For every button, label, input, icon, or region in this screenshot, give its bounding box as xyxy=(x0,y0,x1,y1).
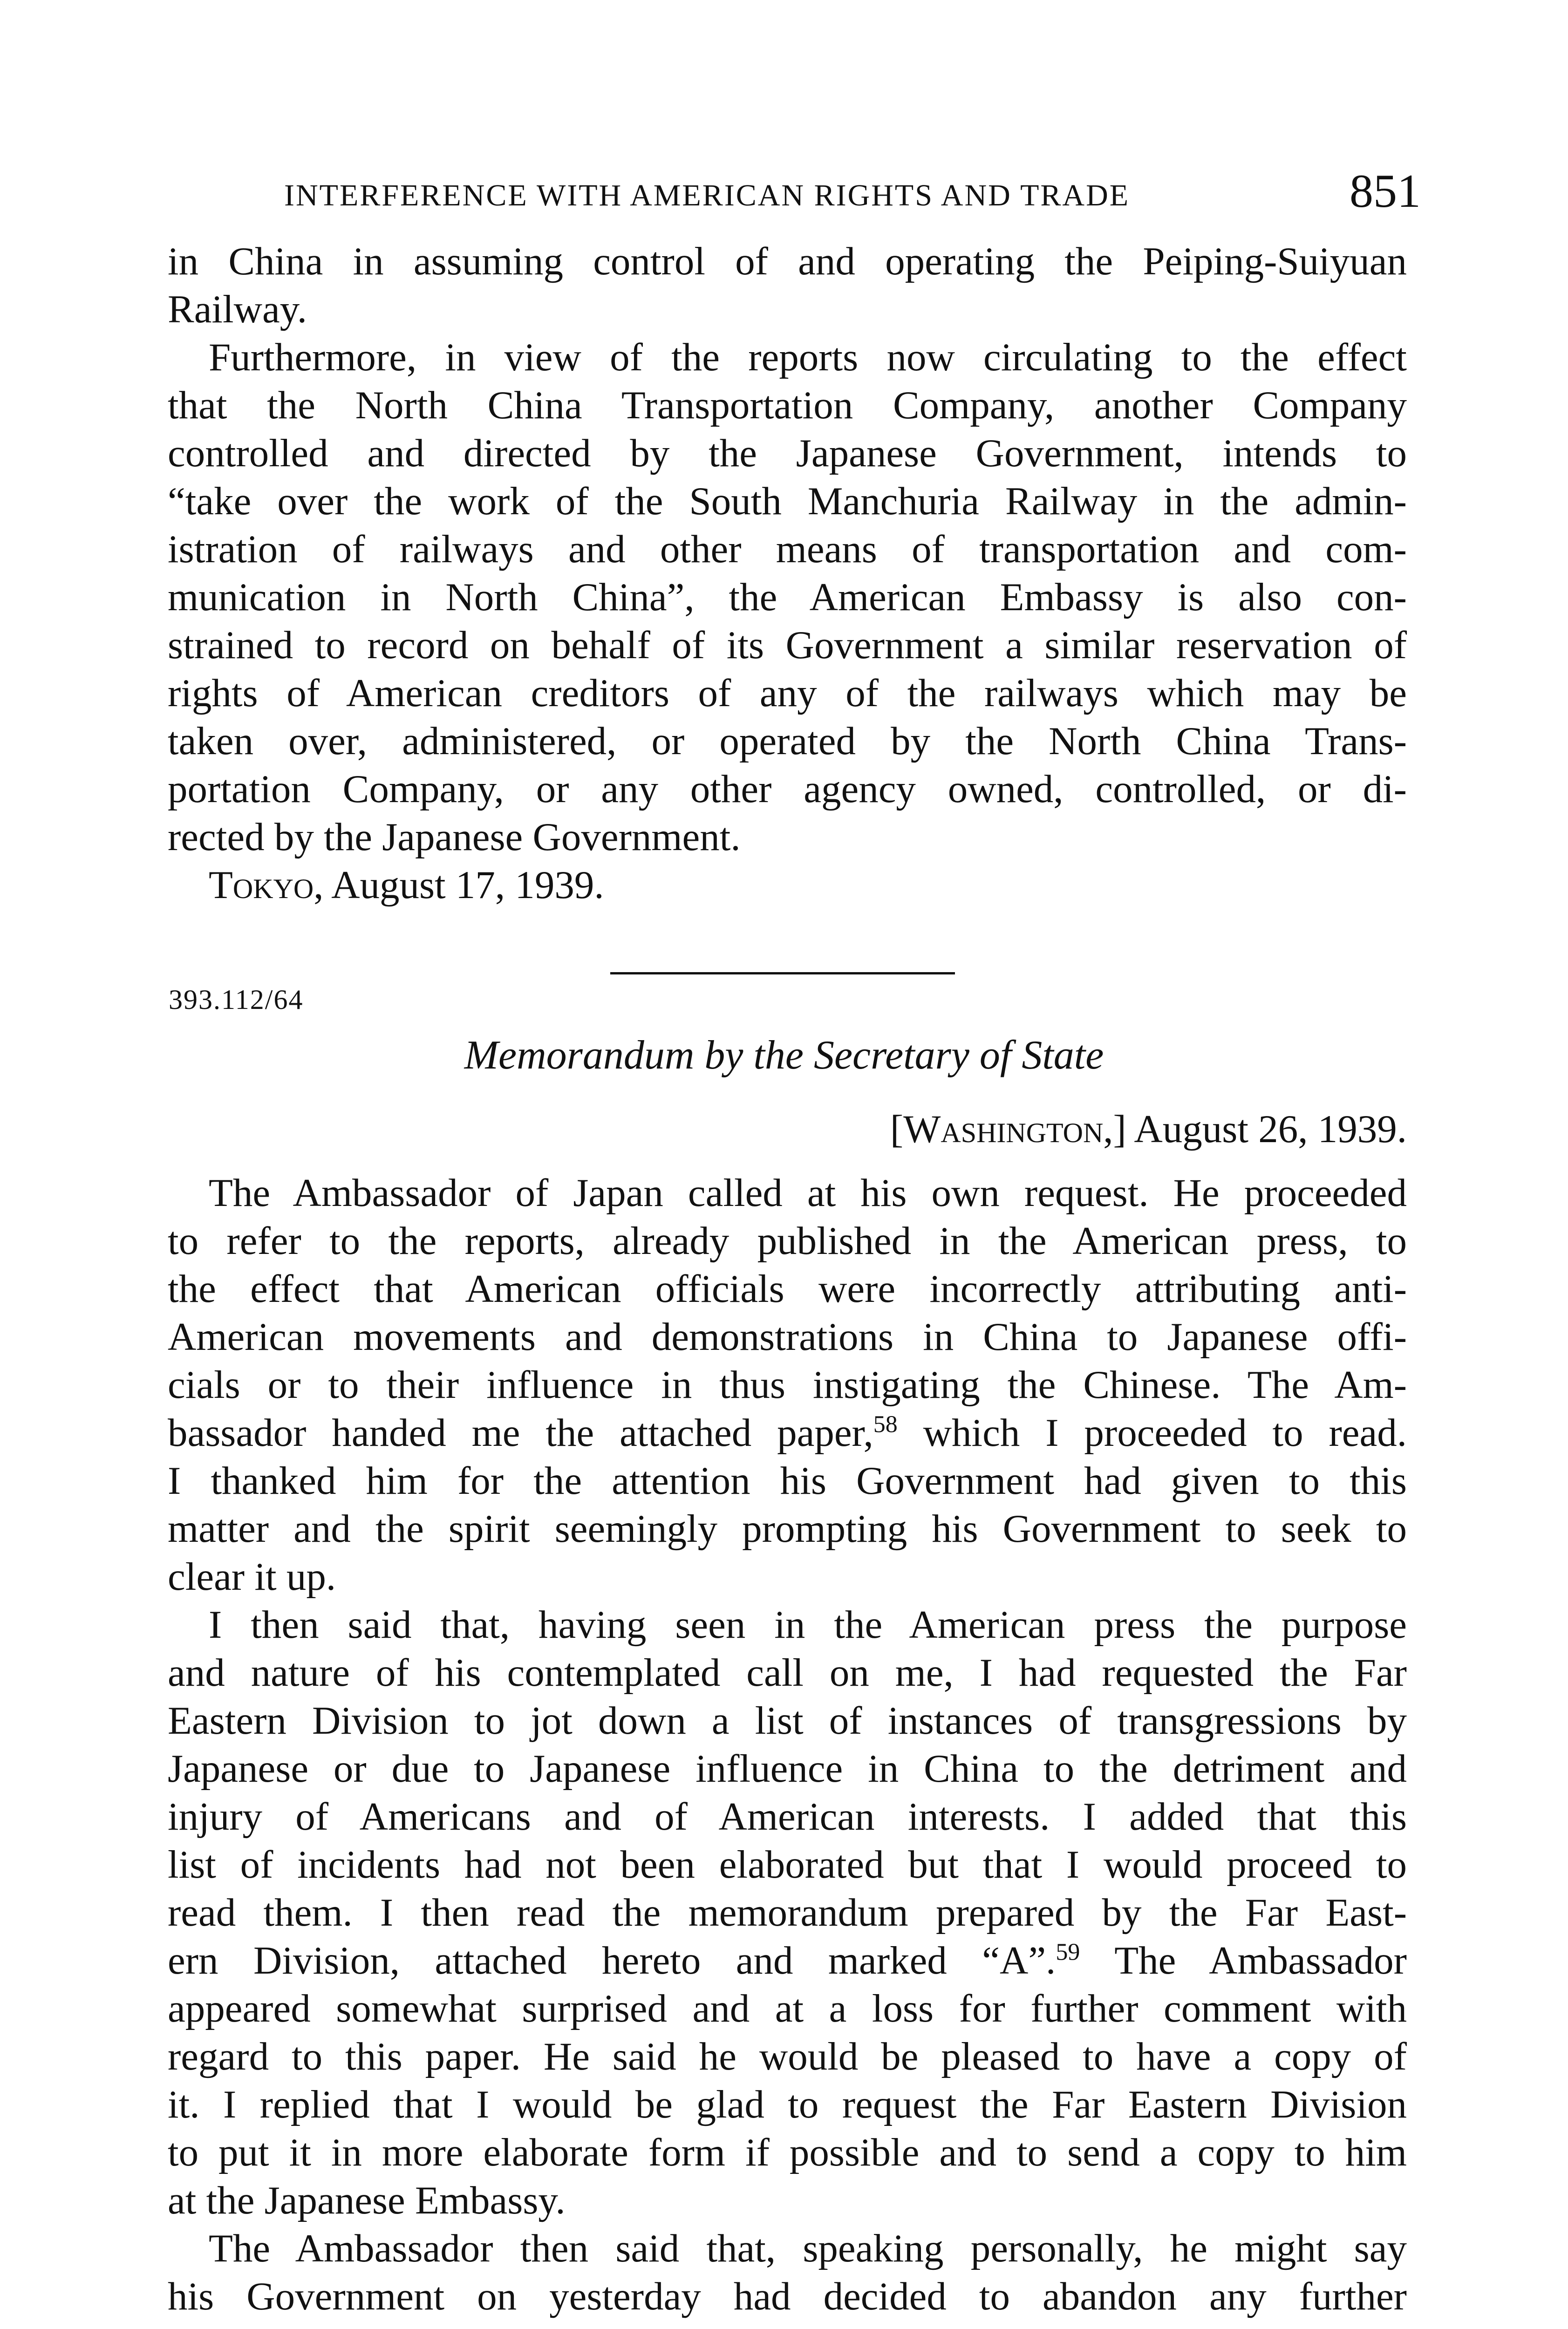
text-line: “take over the work of the South Manchuria Railway in the admin- xyxy=(168,479,1407,523)
text-line: it. I replied that I would be glad to request the Far Eastern Division xyxy=(168,2083,1407,2126)
text-line: his Government on yesterday had decided to abandon any further xyxy=(168,2275,1407,2318)
signature-line xyxy=(168,861,1407,909)
text-line: regard to this paper. He said he would be pleased to have a copy of xyxy=(168,2035,1407,2078)
text-line: appeared somewhat surprised and at a loss for further comment with xyxy=(168,1987,1407,2030)
memo-dateline xyxy=(890,1106,1407,1152)
page-number: 851 xyxy=(1350,165,1421,218)
place-name: Tokyo, xyxy=(209,863,324,907)
text-line: istration of railways and other means of transportation and com- xyxy=(168,527,1407,571)
text-segment: The Ambassador xyxy=(1080,1939,1407,1982)
text-line: I then said that, having seen in the American press the purpose xyxy=(209,1603,1407,1647)
text-line: rights of American creditors of any of the railways which may be xyxy=(168,671,1407,715)
text-line: to put it in more elaborate form if possible and to send a copy to him xyxy=(168,2131,1407,2174)
memo-body xyxy=(168,1169,1407,2321)
text-line: The Ambassador then said that, speaking personally, he might say xyxy=(209,2227,1407,2270)
text-line: Japanese or due to Japanese influence in China to the detriment and xyxy=(168,1747,1407,1791)
text-line: at the Japanese Embassy. xyxy=(168,2179,566,2222)
text-line: I thanked him for the attention his Government had given to this xyxy=(168,1459,1407,1503)
text-line xyxy=(168,1409,1407,1457)
footnote-ref: 59 xyxy=(1056,1939,1080,1966)
text-line xyxy=(168,1937,1407,1985)
text-line: injury of Americans and of American interests. I added that this xyxy=(168,1795,1407,1839)
text-segment: which I proceeded to read. xyxy=(897,1411,1407,1455)
dateline-date: August 26, 1939. xyxy=(1134,1107,1407,1151)
text-line: list of incidents had not been elaborated but that I would proceed to xyxy=(168,1843,1407,1886)
text-line: taken over, administered, or operated by the North China Trans- xyxy=(168,719,1407,763)
text-line: portation Company, or any other agency owned, controlled, or di- xyxy=(168,767,1407,811)
text-line: Railway. xyxy=(168,287,307,331)
section-divider xyxy=(610,972,955,974)
footnote-ref: 58 xyxy=(873,1411,898,1438)
text-line: cials or to their influence in thus instigating the Chinese. The Am- xyxy=(168,1363,1407,1407)
text-segment: ern Division, attached hereto and marked “A”. xyxy=(168,1939,1056,1982)
text-line: American movements and demonstrations in China to Japanese offi- xyxy=(168,1315,1407,1359)
running-head xyxy=(284,164,1421,225)
text-line: Eastern Division to jot down a list of instances of transgressions by xyxy=(168,1699,1407,1743)
text-line: and nature of his contemplated call on me, I had requested the Far xyxy=(168,1651,1407,1695)
text-line: Furthermore, in view of the reports now circulating to the effect xyxy=(209,335,1407,379)
text-line: The Ambassador of Japan called at his own request. He proceeded xyxy=(209,1171,1407,1215)
text-segment: bassador handed me the attached paper, xyxy=(168,1411,873,1455)
running-title: INTERFERENCE WITH AMERICAN RIGHTS AND TRADE xyxy=(284,178,1130,212)
text-line: that the North China Transportation Company, another Company xyxy=(168,383,1407,427)
continuation-text xyxy=(168,238,1407,909)
memo-title: Memorandum by the Secretary of State xyxy=(464,1033,1104,1078)
dateline-place: [Washington,] xyxy=(890,1107,1126,1151)
text-line: rected by the Japanese Government. xyxy=(168,815,741,859)
text-line: in China in assuming control of and operating the Peiping-Suiyuan xyxy=(168,239,1407,283)
file-number: 393.112/64 xyxy=(169,984,304,1015)
text-line: strained to record on behalf of its Government a similar reservation of xyxy=(168,623,1407,667)
text-line: munication in North China”, the American Embassy is also con- xyxy=(168,575,1407,619)
document-date: August 17, 1939. xyxy=(331,863,604,907)
text-line: controlled and directed by the Japanese Government, intends to xyxy=(168,431,1407,475)
text-line: matter and the spirit seemingly prompting his Government to seek to xyxy=(168,1507,1407,1551)
text-line: read them. I then read the memorandum prepared by the Far East- xyxy=(168,1891,1407,1934)
text-line: the effect that American officials were incorrectly attributing anti- xyxy=(168,1267,1407,1311)
text-line: clear it up. xyxy=(168,1555,336,1599)
text-line: to refer to the reports, already published in the American press, to xyxy=(168,1219,1407,1263)
